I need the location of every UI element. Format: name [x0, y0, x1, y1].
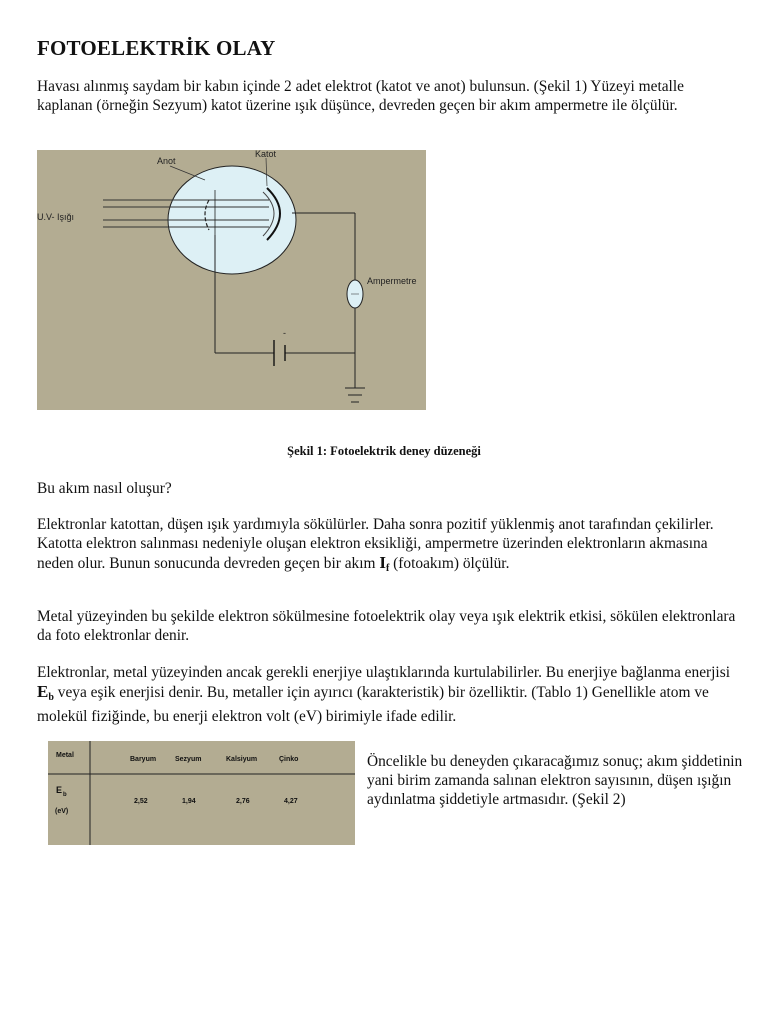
energy-text-before: Elektronlar, metal yüzeyinden ancak gerekli enerjiye ulaştıklarında kurtulabilirler. Bu enerjiye bağlanma enerjisi	[37, 664, 730, 681]
binding-energy-table	[48, 741, 355, 845]
binding-energy-subscript: b	[48, 692, 54, 704]
table-header-zinc: Çinko	[279, 756, 299, 763]
table-header-metal: Metal	[56, 752, 74, 759]
table-row-unit: (eV)	[55, 808, 69, 815]
table-row-subscript: b	[63, 792, 67, 798]
table-value-zinc: 4,27	[284, 798, 298, 805]
table-row-symbol: E	[56, 785, 63, 795]
ammeter-label: Ampermetre	[367, 276, 417, 286]
anode-label: Anot	[157, 156, 176, 166]
intro-paragraph: Havası alınmış saydam bir kabın içinde 2 adet elektrot (katot ve anot) bulunsun. (Şekil 1) Yüzeyi metalle kaplanan (örneğin Sezyum) katot üzerine ışık düşünce, devreden geçen bir akım ampermetre ile ölçülür.	[37, 78, 684, 115]
battery-minus-label: -	[283, 328, 286, 338]
question-paragraph: Bu akım nasıl oluşur?	[37, 480, 172, 497]
uv-light-label: U.V- Işığı	[37, 212, 75, 222]
energy-text-after: veya eşik enerjisi denir. Bu, metaller için ayırıcı (karakteristik) bir özelliktir. (Tablo 1) Genellikle atom ve molekül fiziğinde, bu enerji elektron volt (eV) birimiyle ifade edilir.	[37, 684, 709, 726]
binding-energy-symbol: E	[37, 682, 49, 702]
photocurrent-subscript: f	[385, 563, 390, 575]
table-header-cesium: Sezyum	[175, 756, 202, 763]
cathode-label: Katot	[255, 150, 277, 159]
electrons-text-before: Elektronlar katottan, düşen ışık yardımıyla sökülürler. Daha sonra pozitif yüklenmiş anot tarafından çekilirler. Katotta elektron salınması nedeniyle oluşan elektron eksikliği, ampermetre üzerinden elektronların akmasına neden olur. Bunun sonucunda devreden geçen bir akım	[37, 516, 714, 573]
electrons-paragraph	[37, 515, 737, 579]
definition-paragraph: Metal yüzeyinden bu şekilde elektron sökülmesine fotoelektrik olay veya ışık elektrik etkisi, sökülen elektronlara da foto elektronlar denir.	[37, 608, 736, 645]
experiment-figure	[37, 150, 426, 410]
table-value-cesium: 1,94	[182, 798, 196, 805]
electrons-text-after: (fotoakım) ölçülür.	[389, 555, 510, 573]
table-value-barium: 2,52	[134, 798, 148, 805]
conclusion-paragraph: Öncelikle bu deneyden çıkaracağımız sonuç; akım şiddetinin yani birim zamanda salınan elektron sayısının, düşen ışığın aydınlatma şiddetiyle artmasıdır. (Şekil 2)	[367, 753, 743, 809]
energy-paragraph	[37, 663, 737, 727]
page-title: FOTOELEKTRİK OLAY	[37, 36, 276, 60]
photocurrent-symbol: I	[379, 553, 386, 573]
table-header-calcium: Kalsiyum	[226, 756, 258, 763]
figure-caption: Şekil 1: Fotoelektrik deney düzeneği	[287, 444, 481, 458]
table-value-calcium: 2,76	[236, 798, 250, 805]
table-header-barium: Baryum	[130, 756, 157, 763]
